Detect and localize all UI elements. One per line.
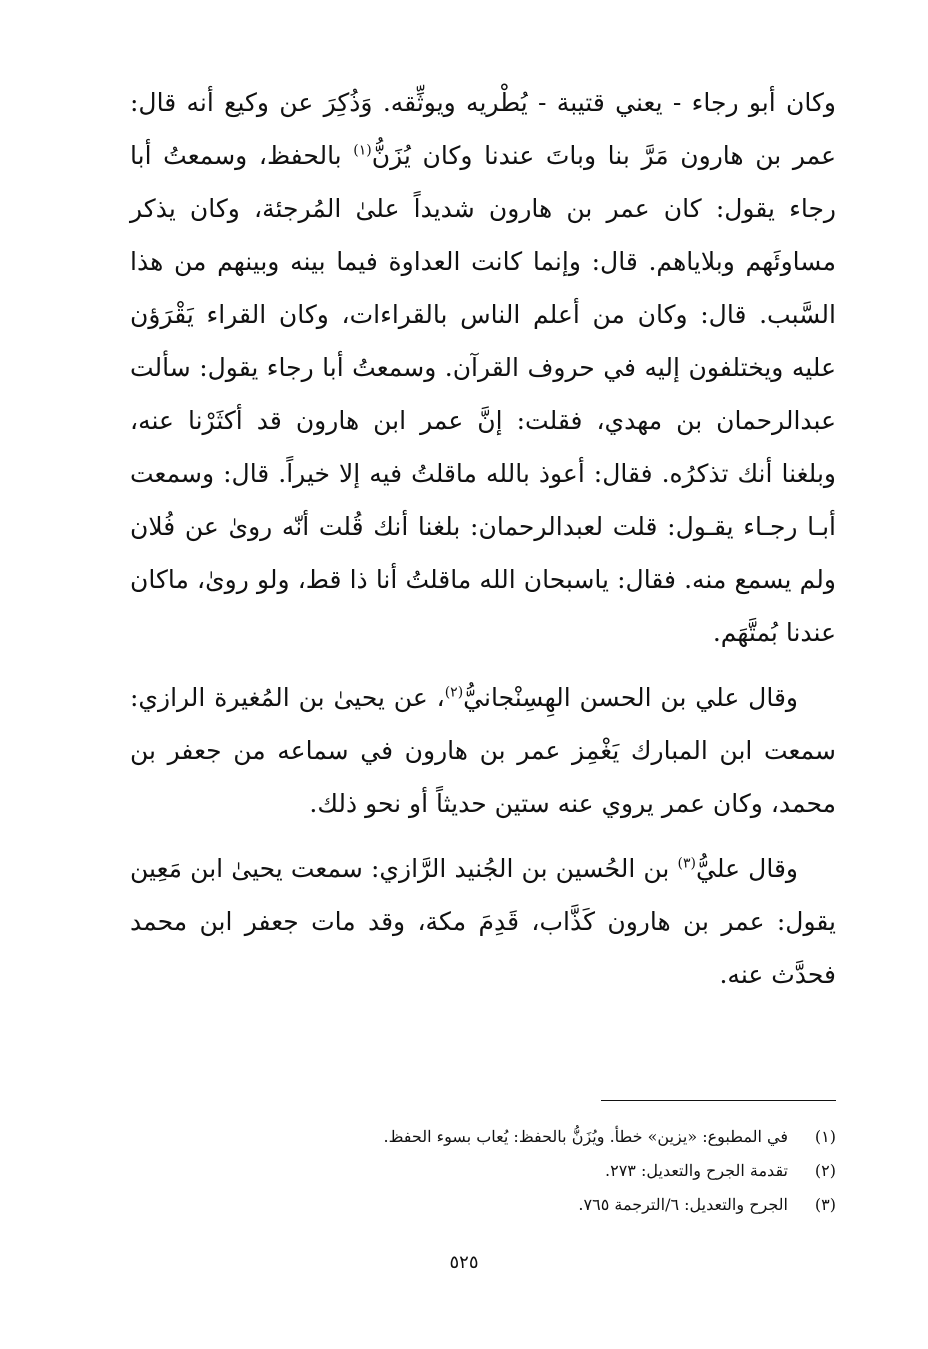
- paragraph-1: وكان أبو رجاء - يعني قتيبة - يُطْريه ويوثِّقه. وَذُكِرَ عن وكيع أنه قال: عمر بن هارون مَرَّ بنا وباتَ عندنا وكان يُزَنُّ$^{(١)}$ بالحفظ، وسمعتُ أبا رجاء يقول: كان عمر بن هارون شديداً علىٰ المُرجئة، وكان يذكر مساوئَهم وبلاياهم. قال: وإنما كانت العداوة فيما بينه وبينهم من هذا السَّبب. قال: وكان من أعلم الناس بالقراءات، وكان القراء يَقْرَؤن عليه ويختلفون إليه في حروف القرآن. وسمعتُ أبا رجاء يقول: سألت عبدالرحمان بن مهدي، فقلت: إنَّ عمر ابن هارون قد أكثَرْنا عنه، وبلغنا أنك تذكرُه. فقال: أعوذ بالله ماقلتُ فيه إلا خيراً. قال: وسمعت أبـا رجـاء يقـول: قلت لعبدالرحمان: بلغنا أنك قُلت أنّه روىٰ عن فُلان ولم يسمع منه. فقال: ياسبحان الله ماقلتُ أنا ذا قط، ولو روىٰ، ماكان عندنا بُمتَّهَم.: [130, 88, 836, 647]
- footnote-3: [130, 1188, 836, 1222]
- footnote-2: [130, 1154, 836, 1188]
- footnote-number: (١): [814, 1127, 836, 1146]
- footnote-1: [130, 1120, 836, 1154]
- footnote-number: (٣): [814, 1195, 836, 1214]
- footnote-ref-1: (١): [353, 142, 372, 159]
- footnote-ref-2: (٢): [444, 684, 464, 701]
- footnote-text: تقدمة الجرح والتعديل: ٢٧٣.: [605, 1161, 788, 1180]
- page-number: ٥٢٥: [449, 1252, 479, 1273]
- footnote-divider: [601, 1100, 836, 1101]
- footnote-text: في المطبوع: «يزين» خطأ. ويُزَنُّ بالحفظ: يُعاب بسوء الحفظ.: [383, 1127, 788, 1146]
- footnote-number: (٢): [814, 1161, 836, 1180]
- main-text: [130, 76, 836, 1001]
- footnote-ref-3: (٣): [677, 855, 696, 872]
- paragraph-2: وقال علي بن الحسن الهِسِنْجانيُّ$^{(٢)}$، عن يحيىٰ بن المُغيرة الرازي: سمعت ابن المبارك يَغْمِز عمر بن هارون في سماعه من جعفر بن محمد، وكان عمر يروي عنه ستين حديثاً أو نحو ذلك.: [130, 683, 836, 818]
- footnotes: [130, 1120, 836, 1222]
- footnote-text: الجرح والتعديل: ٦/الترجمة ٧٦٥.: [578, 1195, 788, 1214]
- paragraph-3: وقال عليُّ$^{(٣)}$ بن الحُسين بن الجُنيد الرَّازي: سمعت يحيىٰ ابن مَعِين يقول: عمر بن هارون كَذَّاب، قَدِمَ مكة، وقد مات جعفر ابن محمد فحدَّث عنه.: [130, 854, 836, 989]
